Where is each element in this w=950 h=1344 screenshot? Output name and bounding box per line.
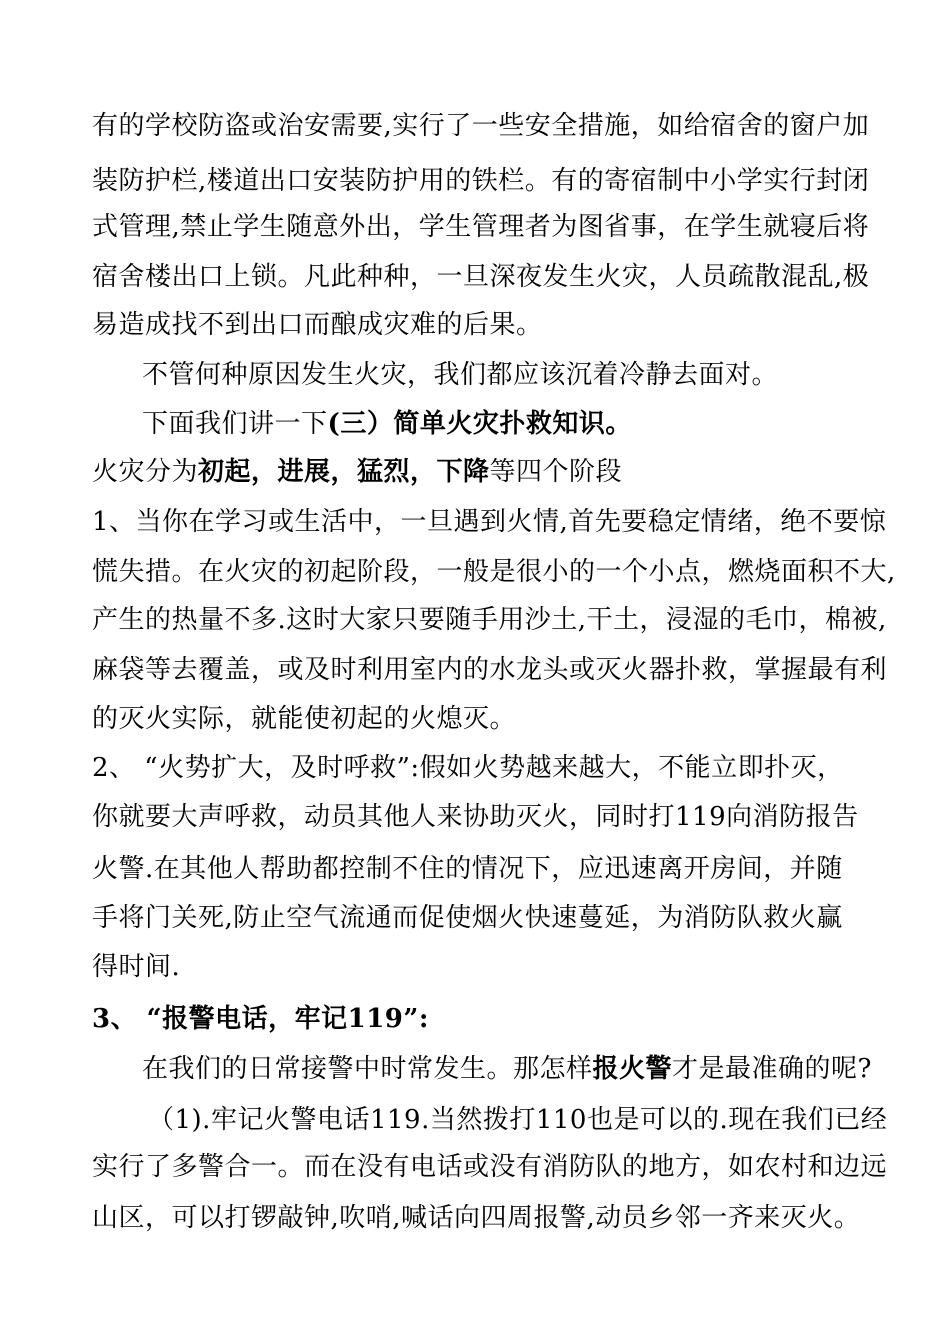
paragraph-line: 不管何种原因发生火灾，我们都应该沉着冷静去面对。 <box>142 360 779 390</box>
paragraph-line: 式管理,禁止学生随意外出，学生管理者为图省事，在学生就寝后将 <box>92 212 870 242</box>
stages-list: 初起，进展，猛烈，下降 <box>198 457 490 487</box>
report-line <box>142 1052 872 1086</box>
paragraph-line: 山区，可以打锣敲钟,吹哨,喊话向四周报警,动员乡邻一齐来灭火。 <box>92 1203 861 1233</box>
paragraph-line: （1).牢记火警电话119.当然拨打110也是可以的.现在我们已经 <box>148 1105 888 1135</box>
subsection-heading: 3、 “报警电话，牢记119”: <box>92 1004 429 1034</box>
paragraph-line: 2、 “火势扩大，及时呼救”:假如火势越来越大，不能立即扑灭， <box>92 753 844 783</box>
paragraph-line: 有的学校防盗或治安需要,实行了一些安全措施，如给宿舍的窗户加 <box>92 111 870 141</box>
paragraph-line: 实行了多警合一。而在没有电话或没有消防队的地方，如农村和边远 <box>92 1152 888 1182</box>
heading-intro: 下面我们讲一下 <box>142 409 328 439</box>
paragraph-line: 得时间. <box>92 952 181 982</box>
stages-suffix: 等四个阶段 <box>489 457 623 487</box>
paragraph-line: 1、当你在学习或生活中，一旦遇到火情,首先要稳定情绪，绝不要惊 <box>92 507 887 537</box>
report-suffix: 才是最准确的呢? <box>672 1054 872 1084</box>
paragraph-line: 装防护栏,楼道出口安装防护用的铁栏。有的寄宿制中小学实行封闭 <box>92 166 870 196</box>
report-intro: 在我们的日常接警中时常发生。那怎样 <box>142 1054 593 1084</box>
paragraph-line: 手将门关死,防止空气流通而促使烟火快速蔓延，为消防队救火赢 <box>92 903 843 933</box>
paragraph-line: 产生的热量不多.这时大家只要随手用沙土,干土，浸湿的毛巾，棉被, <box>92 605 887 635</box>
paragraph-line: 易造成找不到出口而酿成灾难的后果。 <box>92 310 543 340</box>
section-heading-line <box>142 407 632 441</box>
paragraph-line: 火警.在其他人帮助都控制不住的情况下，应迅速离开房间，并随 <box>92 854 843 884</box>
stages-intro: 火灾分为 <box>92 457 199 487</box>
paragraph-line: 麻袋等去覆盖，或及时利用室内的水龙头或灭火器扑救，掌握最有利 <box>92 655 888 685</box>
paragraph-line: 你就要大声呼救，动员其他人来协助灭火，同时打119向消防报告 <box>92 802 859 832</box>
stages-line <box>92 455 622 489</box>
paragraph-line: 的灭火实际，就能使初起的火熄灭。 <box>92 704 517 734</box>
paragraph-line: 慌失措。在火灾的初起阶段，一般是很小的一个小点，燃烧面积不大, <box>92 557 896 587</box>
paragraph-line: 宿舍楼出口上锁。凡此种种，一旦深夜发生火灾，人员疏散混乱,极 <box>92 262 870 292</box>
report-emphasis: 报火警 <box>592 1054 673 1084</box>
section-heading: (三）简单火灾扑救知识。 <box>327 409 632 439</box>
